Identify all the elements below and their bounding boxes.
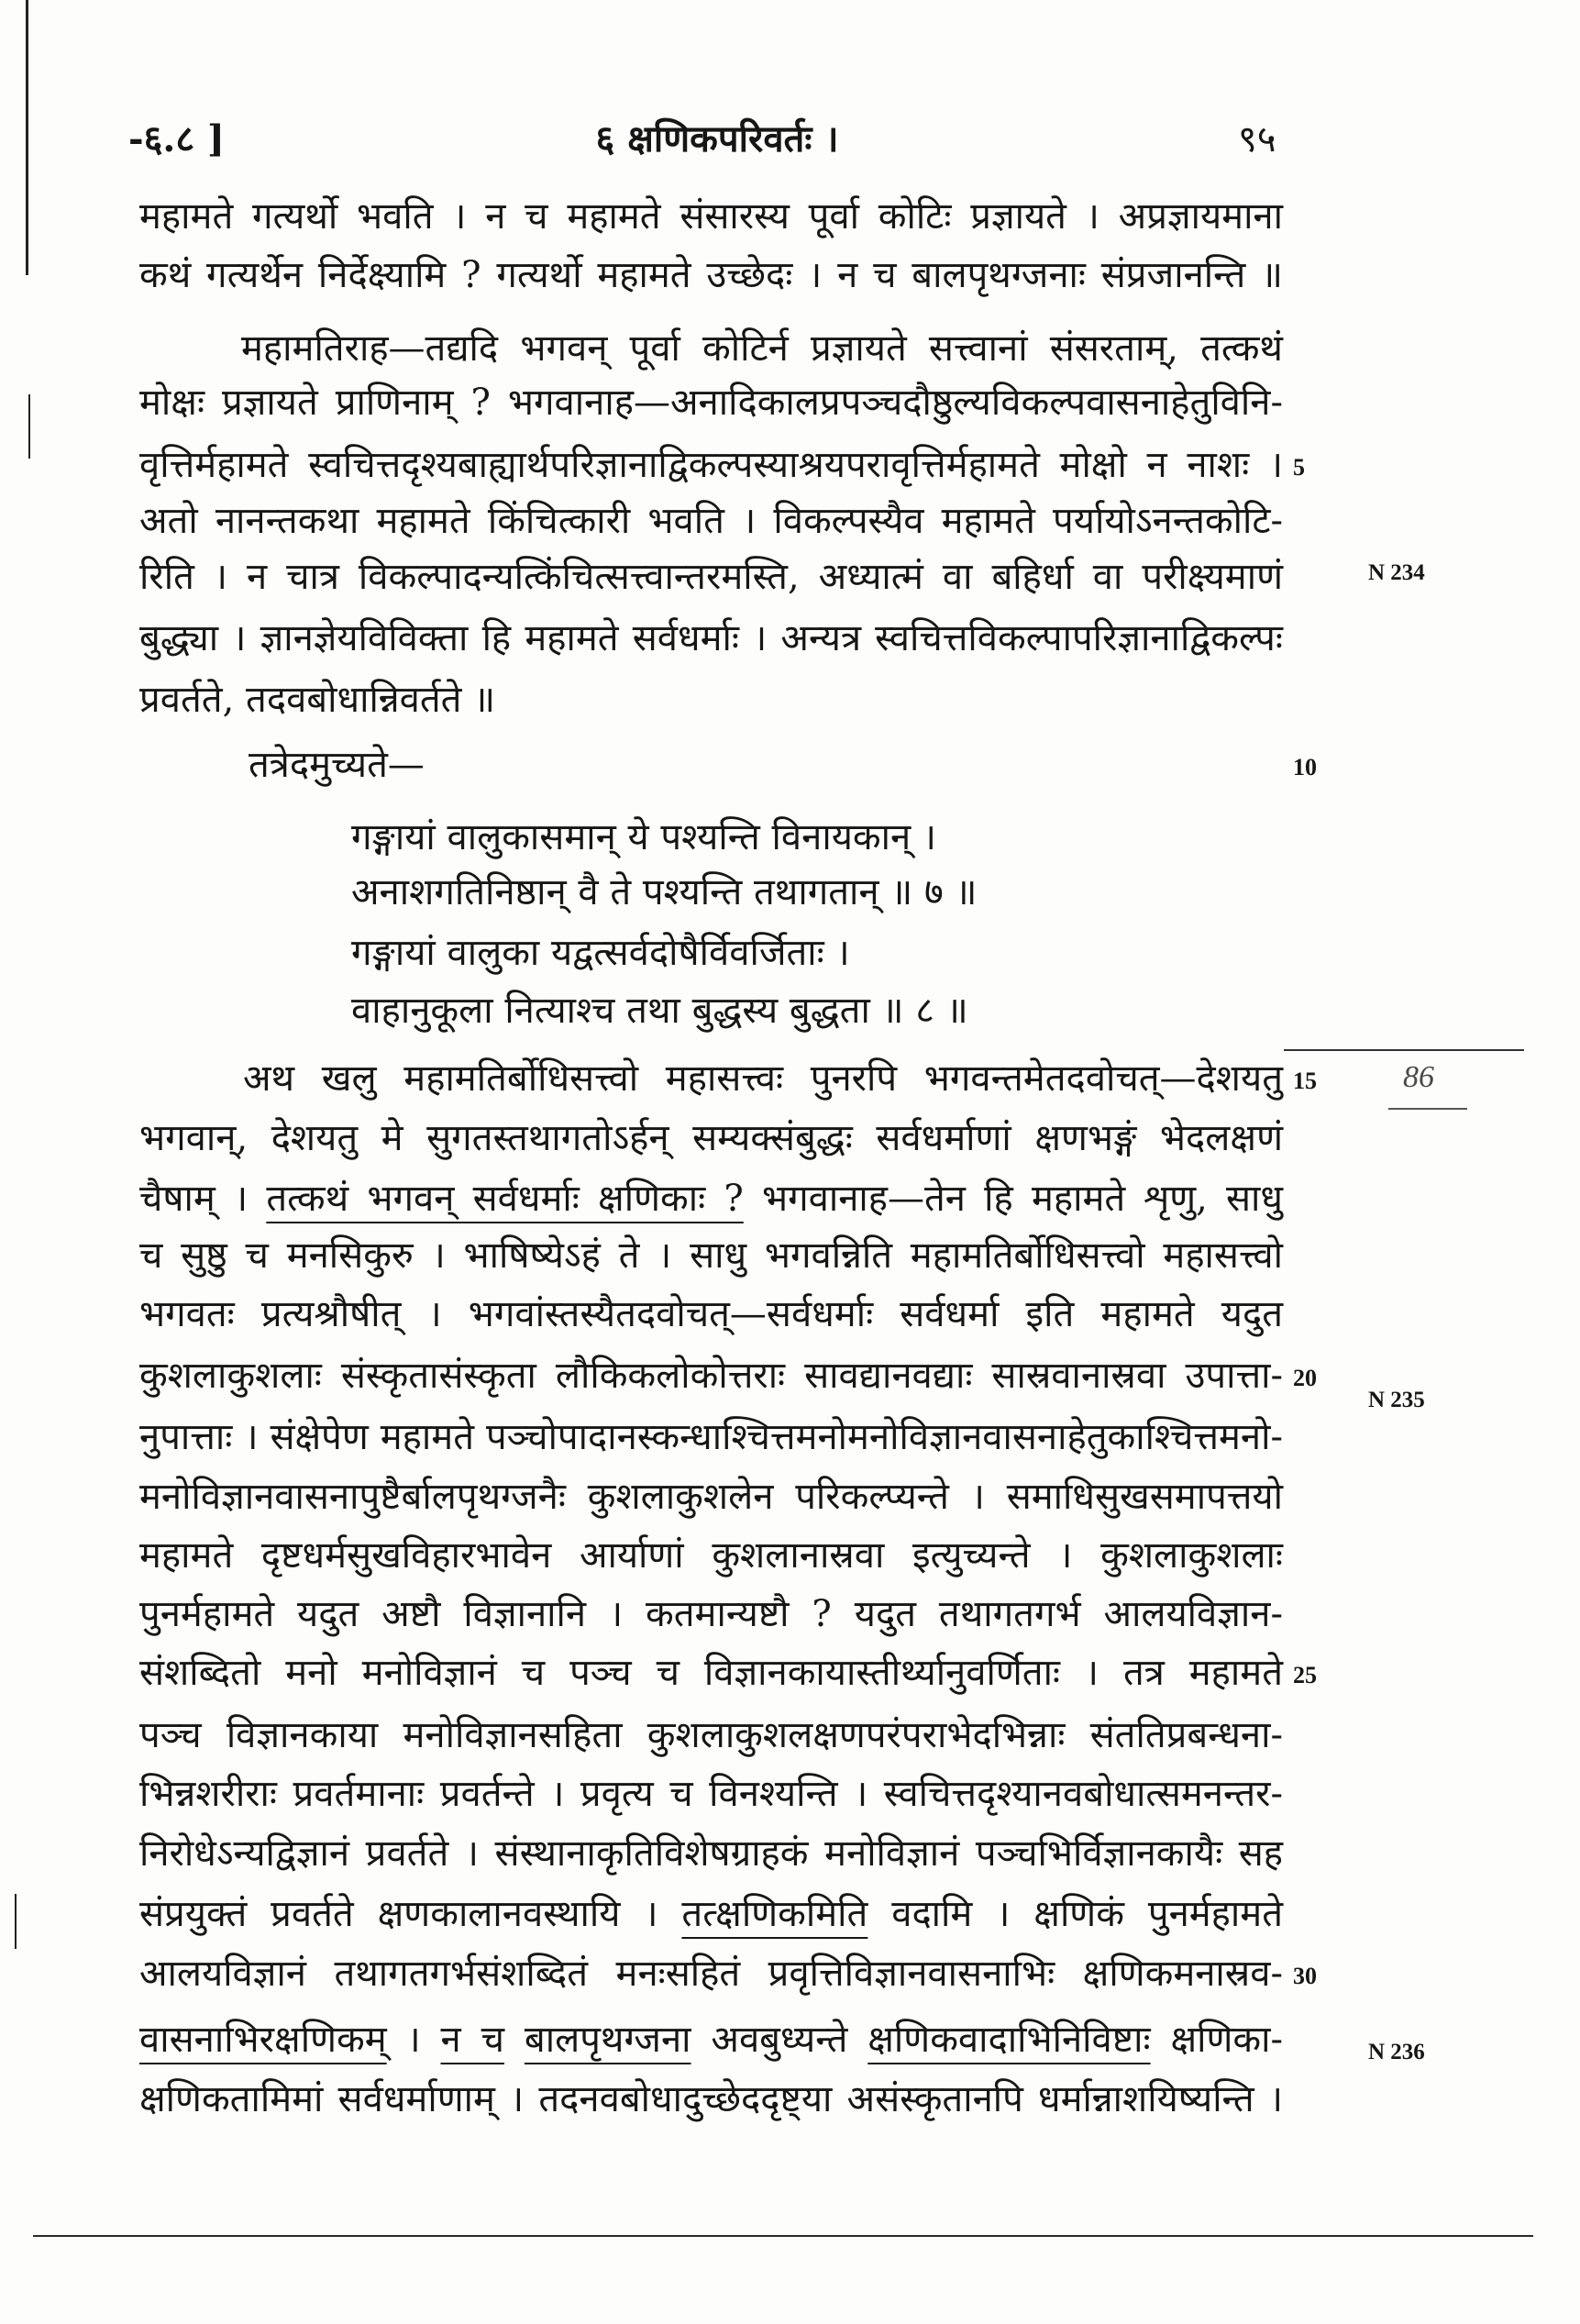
line-text: च सुष्ठु च मनसिकुरु । भाषिष्येऽहं ते । साधु भगवन्निति महामतिर्बोधिसत्त्वो महासत्त्वो — [139, 1234, 1283, 1277]
page-number: ९५ — [1238, 118, 1276, 160]
line-number: 10 — [1293, 754, 1317, 780]
handwritten-rule — [1284, 1049, 1524, 1051]
text-line — [139, 1346, 1284, 1405]
margin-note: N 235 — [1368, 1388, 1425, 1412]
underlined-segment: बालपृथग्जना — [524, 2019, 691, 2061]
chapter-title: ६ क्षणिकपरिवर्तः । — [595, 117, 839, 160]
text-line — [139, 1169, 1284, 1228]
line-text: बुद्ध्या । ज्ञानज्ञेयविविक्ता हि महामते सर्वधर्माः । अन्यत्र स्वचित्तविकल्पापरिज्ञानाद्विकल्पः — [139, 617, 1283, 659]
text-line — [139, 1824, 1284, 1883]
text-segment: । — [386, 2019, 441, 2061]
underlined-segment: न च — [440, 2019, 504, 2061]
text-line — [139, 187, 1284, 246]
line-text: रिति । न चात्र विकल्पादन्यत्किंचित्सत्त्वान्तरमस्ति, अध्यात्मं वा बहिर्धा वा परीक्ष्यमाणं — [139, 556, 1283, 598]
line-text: संशब्दितो मनो मनोविज्ञानं च पञ्च च विज्ञानकायास्तीर्थ्यानुवर्णिताः । तत्र महामते — [139, 1652, 1284, 1694]
line-text: गङ्गायां वालुकासमान् ये पश्यन्ति विनायकान् । — [351, 816, 937, 858]
page-bottom-rule — [33, 2235, 1533, 2237]
text-line — [139, 436, 1284, 494]
line-text: आलयविज्ञानं तथागतगर्भसंशब्दितं मनःसहितं प्रवृत्तिविज्ञानवासनाभिः क्षणिकमनास्रव- — [139, 1953, 1283, 1995]
underlined-segment: क्षणिकवादाभिनिविष्टाः — [867, 2019, 1151, 2061]
text-line — [139, 1408, 1284, 1466]
verse-line — [351, 808, 1268, 867]
line-number: 20 — [1293, 1365, 1317, 1391]
line-text: मोक्षः प्रज्ञायते प्राणिनाम् ? भगवानाह—अनादिकालप्रपञ्चदौष्ठुल्यविकल्पवासनाहेतुविनि- — [139, 382, 1283, 424]
line-number: 25 — [1293, 1662, 1317, 1688]
verse-line — [351, 981, 1268, 1040]
text-line — [139, 1226, 1284, 1285]
text-line — [139, 2070, 1284, 2129]
underlined-segment: तत्कथं भगवन् सर्वधर्माः क्षणिकाः ? — [266, 1178, 744, 1220]
line-text: भगवान्, देशयतु मे सुगतस्तथागतोऽर्हन् सम्यक्संबुद्धः सर्वधर्माणां क्षणभङ्गं भेदलक्षणं — [139, 1117, 1283, 1159]
line-text: अतो नानन्तकथा महामते किंचित्कारी भवति । विकल्पस्यैव महामते पर्यायोऽनन्तकोटि- — [139, 500, 1283, 542]
line-text: मनोविज्ञानवासनापुष्टैर्बालपृथग्जनैः कुशलाकुशलेन परिकल्प्यन्ते । समाधिसुखसमापत्तयो — [139, 1476, 1283, 1518]
text-line — [241, 319, 1284, 378]
line-text: क्षणिकतामिमां सर्वधर्माणाम् । तदनवबोधादुच्छेददृष्ट्या असंस्कृतानपि धर्मान्नाशयिष्यन्ति । — [139, 2078, 1283, 2120]
underlined-segment: वासनाभिरक्षणिकम् — [139, 2019, 387, 2061]
verse-line — [351, 863, 1268, 922]
text-line — [139, 1765, 1284, 1823]
margin-note: N 236 — [1368, 2040, 1425, 2064]
underlined-segment: तत्क्षणिकमिति — [681, 1893, 868, 1935]
text-line — [139, 1526, 1284, 1585]
handwritten-note: 86 — [1403, 1060, 1434, 1094]
line-text: वृत्तिर्महामते स्वचित्तदृश्यबाह्यार्थपरिज्ञानाद्विकल्पस्याश्रयपरावृत्तिर्महामते मोक्षो न नाशः । — [139, 444, 1283, 486]
line-text: पुनर्महामते यदुत अष्टौ विज्ञानानि । कतमान्यष्टौ ? यदुत तथागतगर्भ आलयविज्ञान- — [139, 1593, 1283, 1635]
scan-margin-mark — [26, 0, 28, 275]
text-line — [139, 1706, 1284, 1765]
text-line — [139, 1109, 1284, 1168]
line-number: 15 — [1293, 1068, 1317, 1094]
line-text: कुशलाकुशलाः संस्कृतासंस्कृता लौकिकलोकोत्तराः सावद्यानवद्याः सास्रवानास्रवा उपात्ता- — [139, 1355, 1283, 1397]
text-line — [139, 609, 1284, 668]
text-line — [139, 492, 1284, 550]
text-segment: वदामि । क्षणिकं पुनर्महामते — [867, 1893, 1284, 1935]
text-line — [139, 1467, 1284, 1526]
handwritten-rule — [1388, 1108, 1467, 1110]
line-text: निरोधेऽन्यद्विज्ञानं प्रवर्तते । संस्थानाकृतिविशेषग्राहकं मनोविज्ञानं पञ्चभिर्विज्ञानकायैः सह — [139, 1832, 1283, 1875]
line-text: गङ्गायां वालुका यद्वत्सर्वदोषैर्विवर्जिताः । — [351, 932, 850, 974]
text-segment — [504, 2019, 525, 2061]
text-line — [139, 1944, 1284, 2003]
line-text: नुपात्ताः । संक्षेपेण महामते पञ्चोपादानस्कन्धाश्चित्तमनोमनोविज्ञानवासनाहेतुकाश्चित्तमनो- — [139, 1416, 1283, 1458]
line-text: तत्रेदमुच्यते— — [249, 744, 425, 786]
text-segment: अवबुध्यन्ते — [691, 2019, 868, 2061]
text-line — [139, 1585, 1284, 1643]
line-text: महामते दृष्टधर्मसुखविहारभावेन आर्याणां कुशलानास्रवा इत्युच्यन्ते । कुशलाकुशलाः — [139, 1534, 1283, 1577]
text-line — [139, 246, 1284, 304]
text-segment: संप्रयुक्तं प्रवर्तते क्षणकालानवस्थायि । — [139, 1893, 682, 1935]
line-number: 30 — [1293, 1963, 1317, 1989]
text-segment: भगवानाह—तेन हि महामते शृणु, साधु — [743, 1178, 1284, 1220]
line-text — [139, 2010, 1283, 2069]
text-line — [139, 373, 1284, 432]
verse-line — [351, 924, 1268, 982]
line-text: पञ्च विज्ञानकाया मनोविज्ञानसहिता कुशलाकुशलक्षणपरंपराभेदभिन्नाः संततिप्रबन्धना- — [139, 1714, 1283, 1756]
scan-margin-mark — [15, 1894, 17, 1949]
text-line — [139, 670, 1284, 729]
scan-margin-mark — [28, 394, 30, 459]
text-segment: चैषाम् । — [139, 1178, 267, 1220]
text-line — [139, 2010, 1284, 2069]
line-text: वाहानुकूला नित्याश्च तथा बुद्धस्य बुद्धता ॥ ८ ॥ — [351, 990, 968, 1032]
line-text: भिन्नशरीराः प्रवर्तमानाः प्रवर्तन्ते । प्रवृत्य च विनश्यन्ति । स्वचित्तदृश्यानवबोधात्समनन्तर- — [139, 1773, 1283, 1815]
verse-intro — [249, 736, 890, 794]
line-text: महामते गत्यर्थो भवति । न च महामते संसारस्य पूर्वा कोटिः प्रज्ञायते । अप्रज्ञायमाना — [139, 195, 1283, 238]
line-text — [139, 1169, 1283, 1228]
line-text: अनाशगतिनिष्ठान् वै ते पश्यन्ति तथागतान् ॥ ७ ॥ — [351, 871, 978, 913]
line-number: 5 — [1293, 454, 1305, 481]
text-line — [139, 548, 1284, 606]
margin-note: N 234 — [1368, 560, 1425, 585]
text-line — [139, 1285, 1284, 1344]
line-text: प्रवर्तते, तदवबोधान्निवर्तते ॥ — [139, 679, 496, 721]
text-line — [139, 1885, 1284, 1943]
text-line — [139, 1643, 1284, 1702]
line-text: भगवतः प्रत्यश्रौषीत् । भगवांस्तस्यैतदवोचत्—सर्वधर्माः सर्वधर्मा इति महामते यदुत — [139, 1293, 1283, 1335]
line-text: महामतिराह—तद्यदि भगवन् पूर्वा कोटिर्न प्रज्ञायते सत्त्वानां संसरताम्, तत्कथं — [241, 327, 1283, 370]
text-segment: क्षणिका- — [1150, 2019, 1283, 2061]
text-line — [243, 1049, 1284, 1108]
line-text: कथं गत्यर्थेन निर्देक्ष्यामि ? गत्यर्थो महामते उच्छेदः । न च बालपृथग्जनाः संप्रजानन्ति ॥ — [139, 254, 1283, 296]
line-text — [139, 1885, 1283, 1943]
section-reference: -६.८ ] — [128, 117, 225, 160]
line-text: अथ खलु महामतिर्बोधिसत्त्वो महासत्त्वः पुनरपि भगवन्तमेतदवोचत्—देशयतु — [243, 1057, 1283, 1100]
